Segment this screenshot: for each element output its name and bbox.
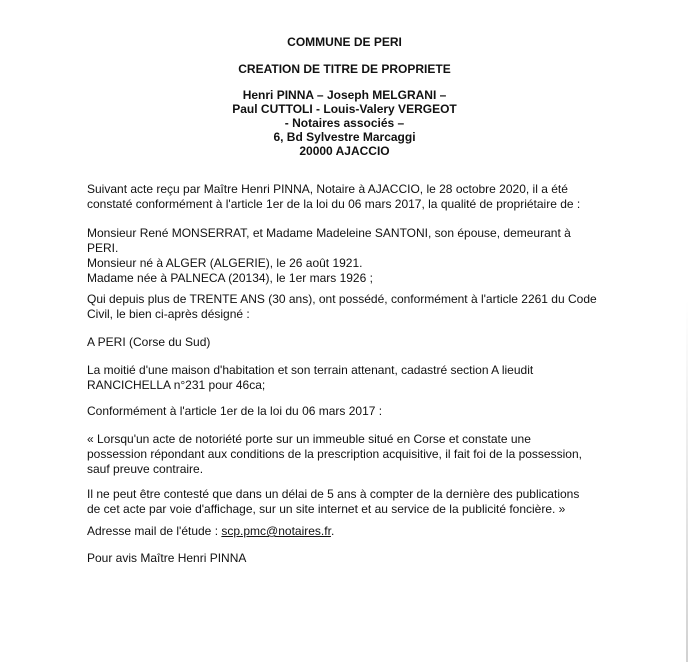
notaires-block <box>0 88 689 158</box>
owners-line-1: Monsieur René MONSERRAT, et Madame Madeleine SANTONI, son épouse, demeurant à <box>87 226 571 240</box>
address-line-1: 6, Bd Sylvestre Marcaggi <box>273 130 416 144</box>
notaires-line-2: Paul CUTTOLI - Louis-Valery VERGEOT <box>232 102 457 116</box>
quote2-line-1: Il ne peut être contesté que dans un délai de 5 ans à compter de la dernière des publications <box>87 487 580 501</box>
scan-edge-shadow <box>686 300 688 662</box>
email-suffix: . <box>330 524 335 538</box>
intro-paragraph <box>87 182 627 212</box>
email-label: Adresse mail de l'étude : <box>87 524 222 538</box>
intro-line-1: Suivant acte reçu par Maître Henri PINNA, Notaire à AJACCIO, le 28 octobre 2020, il a été <box>87 182 568 196</box>
owners-paragraph <box>87 226 627 286</box>
owners-line-3: Monsieur né à ALGER (ALGERIE), le 26 août 1921. <box>87 256 363 270</box>
property-line-1: La moitié d'une maison d'habitation et son terrain attenant, cadastré section A lieudit <box>87 363 534 377</box>
intro-line-2: constaté conformément à l'article 1er de la loi du 06 mars 2017, la qualité de propriétaire de : <box>87 197 581 211</box>
quote1-line-3: sauf preuve contraire. <box>87 462 204 476</box>
possession-paragraph <box>87 292 627 322</box>
quote1-line-1: « Lorsqu'un acte de notoriété porte sur un immeuble situé en Corse et constate une <box>87 432 531 446</box>
quote-paragraph-2 <box>87 487 627 517</box>
email-link[interactable]: scp.pmc@notaires.fr <box>221 524 331 538</box>
notaires-line-1: Henri PINNA – Joseph MELGRANI – <box>242 88 447 102</box>
owners-line-2: PERI. <box>87 241 119 255</box>
possession-line-2: Civil, le bien ci-après désigné : <box>87 307 250 321</box>
address-line-2: 20000 AJACCIO <box>299 144 390 158</box>
possession-line-1: Qui depuis plus de TRENTE ANS (30 ans), ont possédé, conformément à l'article 2261 du Code <box>87 292 597 306</box>
property-line-2: RANCICHELLA n°231 pour 46ca; <box>87 378 266 392</box>
quote2-line-2: de cet acte par voie d'affichage, sur un site internet et au service de la publicité foncière. » <box>87 502 566 516</box>
commune-heading: COMMUNE DE PERI <box>287 35 402 49</box>
law-reference: Conformément à l'article 1er de la loi du 06 mars 2017 : <box>87 404 383 418</box>
email-line <box>87 524 627 539</box>
property-paragraph <box>87 363 627 393</box>
notaires-line-3: - Notaires associés – <box>284 116 405 130</box>
quote1-line-2: possession répondant aux conditions de la prescription acquisitive, il fait foi de la possession, <box>87 447 582 461</box>
location-line: A PERI (Corse du Sud) <box>87 335 211 349</box>
document-title: CREATION DE TITRE DE PROPRIETE <box>238 62 451 76</box>
signature-line: Pour avis Maître Henri PINNA <box>87 551 247 565</box>
owners-line-4: Madame née à PALNECA (20134), le 1er mars 1926 ; <box>87 271 373 285</box>
quote-paragraph-1 <box>87 432 627 477</box>
